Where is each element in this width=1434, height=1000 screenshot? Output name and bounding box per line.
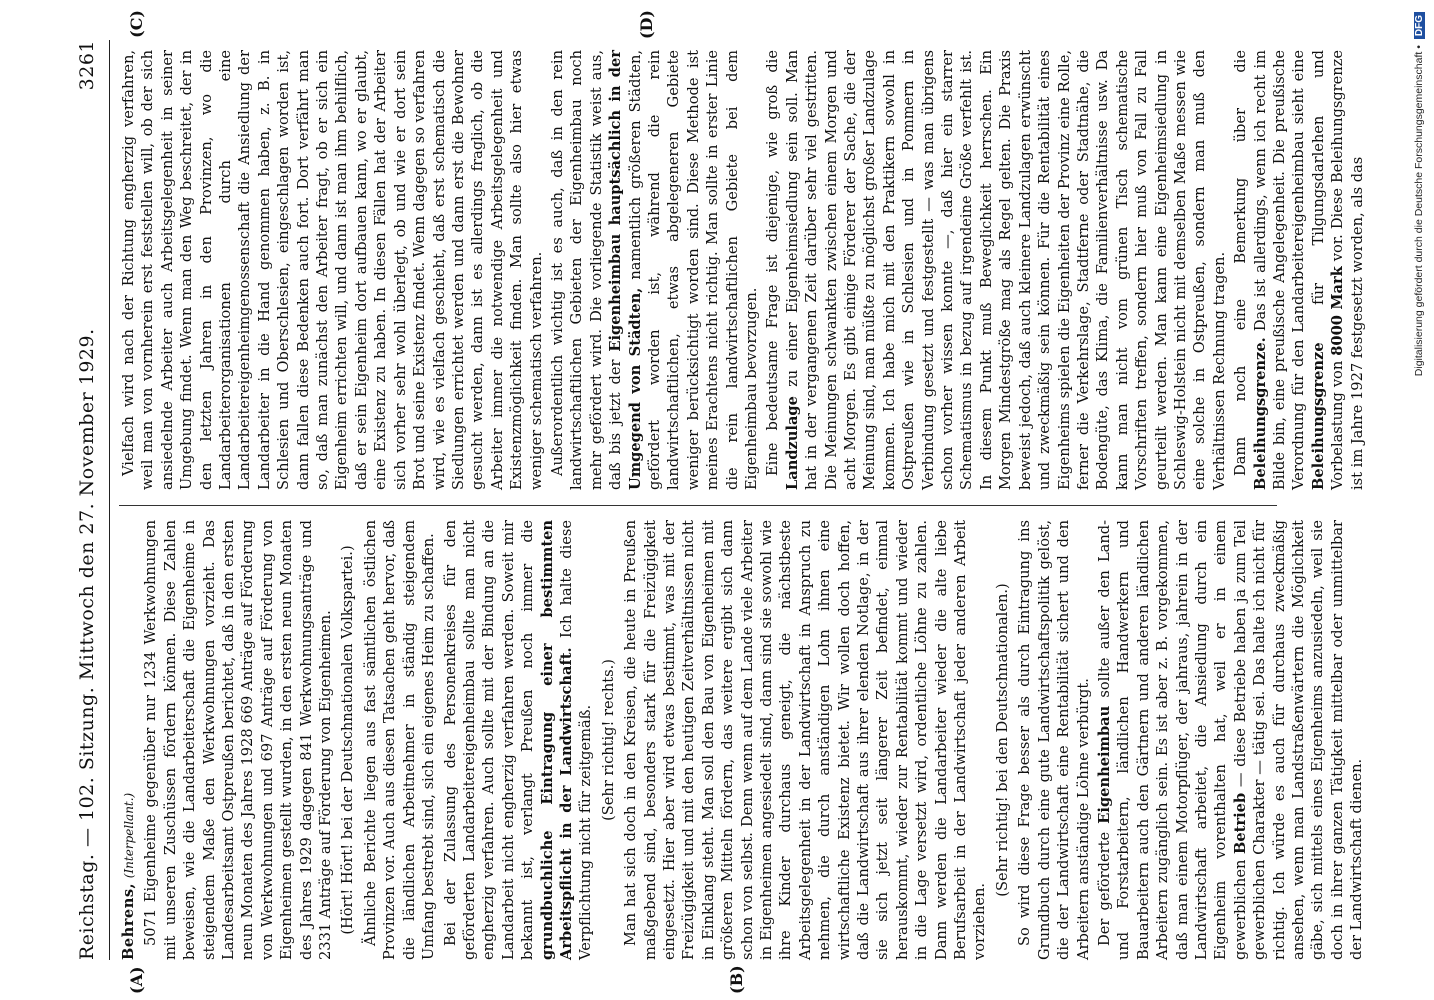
text-run: Das ist allerdings, wenn ich recht im Bilde bin, eine preußische Angelegenheit. Die preußische Verordnung für den Landarbeitereigenheimbau sieht eine xyxy=(1251,49,1308,490)
emphasis: 8000 Mark xyxy=(1329,266,1347,356)
header-rule xyxy=(109,40,110,960)
dfg-logo: DFG xyxy=(1414,12,1425,39)
paragraph xyxy=(119,520,139,960)
interjection: (Sehr richtig! bei den Deutschnationalen.) xyxy=(993,583,1011,897)
paragraph xyxy=(763,50,1229,490)
scanned-page xyxy=(67,10,1367,994)
emphasis: Beleihungsgrenze. xyxy=(1251,337,1269,490)
text-run: Außerordentlich wichtig ist es auch, daß in den rein landwirtschaftlichen Gebieten der Eigenheimbau noch mehr gefördert wird. Die vorliegende Statistik weist aus, daß bis jetzt der xyxy=(548,50,625,490)
speaker-name: Behrens, xyxy=(120,882,137,960)
interjection: (Sehr richtig! rechts.) xyxy=(599,659,617,821)
paragraph: Man hat sich doch in den Kreisen, die heute in Preußen maßgebend sind, besonders stark für die Freizügigkeit eingesetzt. Hier aber wird etwas bestimmt, was mit der Freizügigkeit und mit den heutigen Zeitverhältnissen nicht in Einklang steht. Man soll den Bau von Eigenheimen mit größeren Mitteln fördern, das weitere ergibt sich dann schon von selbst. Denn wenn auf dem Lande viele Arbeiter in Eigenheimen angesiedelt sind, dann sind sie sowohl wie ihre Kinder durchaus geneigt, die nächstbeste Arbeitsgelegenheit in der Landwirtschaft in Anspruch zu nehmen, die durch anständigen Lohn ihnen eine wirtschaftliche Existenz bietet. Wir wollen doch hoffen, daß die Landwirtschaft aus ihrer elenden Notlage, in der sie sich jetzt seit längerer Zeit befindet, einmal herauskommt, wieder zur Rentabilität kommt und wieder in die Lage versetzt wird, ordentliche Löhne zu zahlen. Dann werden die Landarbeiter wieder die alte liebe Berufsarbeit in der Landwirtschaft jeder anderen Arbeit vorziehen. xyxy=(622,520,989,960)
paragraph xyxy=(548,50,761,490)
text-run: namentlich größeren Städten, gefördert worden ist, während die rein landwirtschaftlichen, etwas abgelegeneren Gebiete weniger berücksichtigt worden sind. Diese Methode ist meines Erachtens nicht richtig. Man sollte in erster Linie die rein landwirtschaftlichen Gebiete bei dem Eigenheimbau bevorzugen. xyxy=(626,49,760,490)
emphasis: Eigenheimbau xyxy=(1095,705,1113,824)
text-run: sollte außer den Land- und Forstarbeitern, ländlichen Handwerkern und Bauarbeitern auch den Gärtnern und anderen ländlichen Arbeitern zugänglich sein. Es ist aber z. B. vorgekommen, daß man einem Motorpflüger, der jahraus, jahrein in der Landwirtschaft arbeitet, die Ansiedlung durch ein Eigenheim vorenthalten hat, weil er in einem gewerblichen xyxy=(1095,519,1249,960)
paragraph: 5071 Eigenheime gegenüber nur 1234 Werkwohnungen mit unseren Zuschüssen fördern können. Diese Zahlen beweisen, wie die Landarbeiterschaft die Eigenheime in steigendem Maße den Werkwohnungen vorzieht. Das Landesarbeitsamt Ostpreußen berichtet, daß in den ersten neun Monaten des Jahres 1928 669 Anträge auf Förderung von Werkwohnungen und 697 Anträge auf Förderung von Eigenheimen gestellt wurden, in den ersten neun Monaten des Jahres 1929 dagegen 841 Werkwohnungsanträge und 2331 Anträge auf Förderung von Eigenheimen. xyxy=(142,520,335,960)
interjection: (Hört! Hört! bei der Deutschnationalen Volkspartei.) xyxy=(339,545,357,935)
page-number: 3261 xyxy=(76,40,98,91)
text-run: Eine bedeutsame Frage ist diejenige, wie groß die xyxy=(764,50,782,476)
header-title: Reichstag. — 102. Sitzung. Mittwoch den 27. November 1929. xyxy=(76,328,98,960)
margin-marker-c: (C) xyxy=(127,10,146,38)
right-column xyxy=(119,50,1369,490)
credit-text: Digitalisierung gefördert durch die Deutsche Forschungsgemeinschaft • xyxy=(1413,45,1425,377)
emphasis: grundbuchliche Eintragung einer bestimmten Arbeitspflicht in der Landwirtschaft. xyxy=(538,520,575,960)
digitization-credit xyxy=(1404,0,1434,1000)
margin-marker-d: (D) xyxy=(637,10,656,40)
text-run: Bei der Zulassung des Personenkreises für den geförderten Landarbeitereigenheimbau sollte man nicht engherzig verfahren. Auch sollte mit der Bindung an die Landarbeit nicht engherzig verfahren werden. Soweit mir bekannt ist, verlangt Preußen noch immer die xyxy=(441,520,537,960)
margin-marker-a: (A) xyxy=(127,966,146,994)
paragraph xyxy=(1095,520,1367,960)
margin-marker-b: (B) xyxy=(727,965,746,994)
column-divider xyxy=(119,505,1277,506)
text-run: Der geförderte xyxy=(1095,831,1113,946)
paragraph: So wird diese Frage besser als durch Eintragung ins Grundbuch durch eine gute Landwirtschaftspolitik gelöst, die der Landwirtschaft eine Rentabilität sichert und den Arbeitern anständige Löhne verbürgt. xyxy=(1016,520,1092,960)
text-run: — diese Betriebe haben ja zum Teil gewerblichen Charakter — tätig sei. Das halte ich nicht für richtig. Ich würde es auch für durchaus zweckmäßig ansehen, wenn man Landstraßenwärtern die Möglichkeit gäbe, sich mittels eines Eigenheims anzusiedeln, weil sie doch in ihrer ganzen Tätigkeit mittelbar oder unmittelbar der Landwirtschaft dienen. xyxy=(1231,520,1366,960)
text-run: vor. Diese Beleihungsgrenze ist im Jahre 1927 festgesetzt worden, als das xyxy=(1329,49,1366,490)
page-header xyxy=(67,40,107,960)
paragraph: Ähnliche Berichte liegen aus fast sämtlichen östlichen Provinzen vor. Auch aus diesen Tatsachen geht hervor, daß die ländlichen Arbeitnehmer in ständig steigendem Umfang bestrebt sind, sich ein eigenes Heim zu schaffen. xyxy=(361,520,438,960)
paragraph xyxy=(1231,50,1367,490)
paragraph: Vielfach wird nach der Richtung engherzig verfahren, weil man von vornherein erst feststellen will, ob der sich ansiedelnde Arbeiter auch Arbeitsgelegenheit in seiner Umgebung findet. Wenn man den Weg beschreitet, der in den letzten Jahren in den Provinzen, wo die Landarbeiterorganisationen durch eine Landarbeitereigenheimgenossenschaft die Ansiedlung der Landarbeiter in die Hand genommen haben, z. B. in Schlesien und Oberschlesien, eingeschlagen worden ist, dann fallen diese Bedenken auch fort. Dort verfährt man so, daß man zunächst den Arbeiter fragt, ob er sich ein Eigenheim errichten will, und dann ist man ihm behilflich, daß er sein Eigenheim dort aufbauen kann, wo er glaubt, eine Existenz zu haben. In diesen Fällen hat der Arbeiter sich vorher sehr wohl überlegt, ob und wie er dort sein Brot und seine Existenz findet. Wenn dagegen so verfahren wird, wie es vielfach geschieht, daß erst schematisch die Siedlungen errichtet werden und dann erst die Bewohner gesucht werden, dann ist es allerdings fraglich, ob die Arbeiter immer die notwendige Arbeitsgelegenheit und Existenzmöglichkeit finden. Man sollte also hier etwas weniger schematisch verfahren. xyxy=(120,50,545,490)
text-run: Dann noch eine Bemerkung über die xyxy=(1232,50,1250,476)
paragraph xyxy=(441,520,596,960)
left-column xyxy=(119,520,1369,960)
emphasis: Eigenheimbau hauptsächlich in der Umgegend von Städten, xyxy=(607,50,644,490)
text-run: Ich halte diese Verpflichtung nicht für zeitgemäß. xyxy=(557,519,595,960)
emphasis: Landzulage xyxy=(783,396,801,490)
emphasis: Betrieb xyxy=(1231,792,1249,854)
speaker-note: (Interpellant.) xyxy=(122,792,136,879)
text-run: zu einer Eigenheimsiedlung sein soll. Man hat in der vergangenen Zeit darüber sehr viel gestritten. Die Meinungen schwankten zwischen einem Morgen und acht Morgen. Es gibt einige Förderer der Sache, die der Meinung sind, man müßte zu möglichst großer Landzulage kommen. Ich habe mich mit den Praktikern sowohl in Ostpreußen wie in Schlesien und in Pommern in Verbindung gesetzt und festgestellt — was man übrigens schon vorher wissen konnte —, daß hier ein starrer Schematismus in bezug auf irgendeine Größe verfehlt ist. In diesem Punkt muß Beweglichkeit herrschen. Ein Morgen Mindestgröße mag als Regel gelten. Die Praxis beweist jedoch, daß auch kleinere Landzulagen erwünscht und zweckmäßig sein können. Für die Rentabilität eines Eigenheims spielen die Eigenheiten der Provinz eine Rolle, ferner die Verkehrslage, Stadtferne oder Stadtnähe, die Bodengüte, das Klima, die Familienverhältnisse usw. Da kann man nicht vom grünen Tisch schematische Vorschriften treffen, sondern hier muß von Fall zu Fall geurteilt werden. Man kann eine Eigenheimsiedlung in Schleswig-Holstein nicht mit demselben Maße messen wie eine solche in Ostpreußen, sondern man muß den Verhältnissen Rechnung tragen. xyxy=(783,49,1228,490)
text-run: für Tilgungsdarlehen und Vorbelastung von xyxy=(1309,50,1347,490)
emphasis: Beleihungsgrenze xyxy=(1309,342,1327,490)
